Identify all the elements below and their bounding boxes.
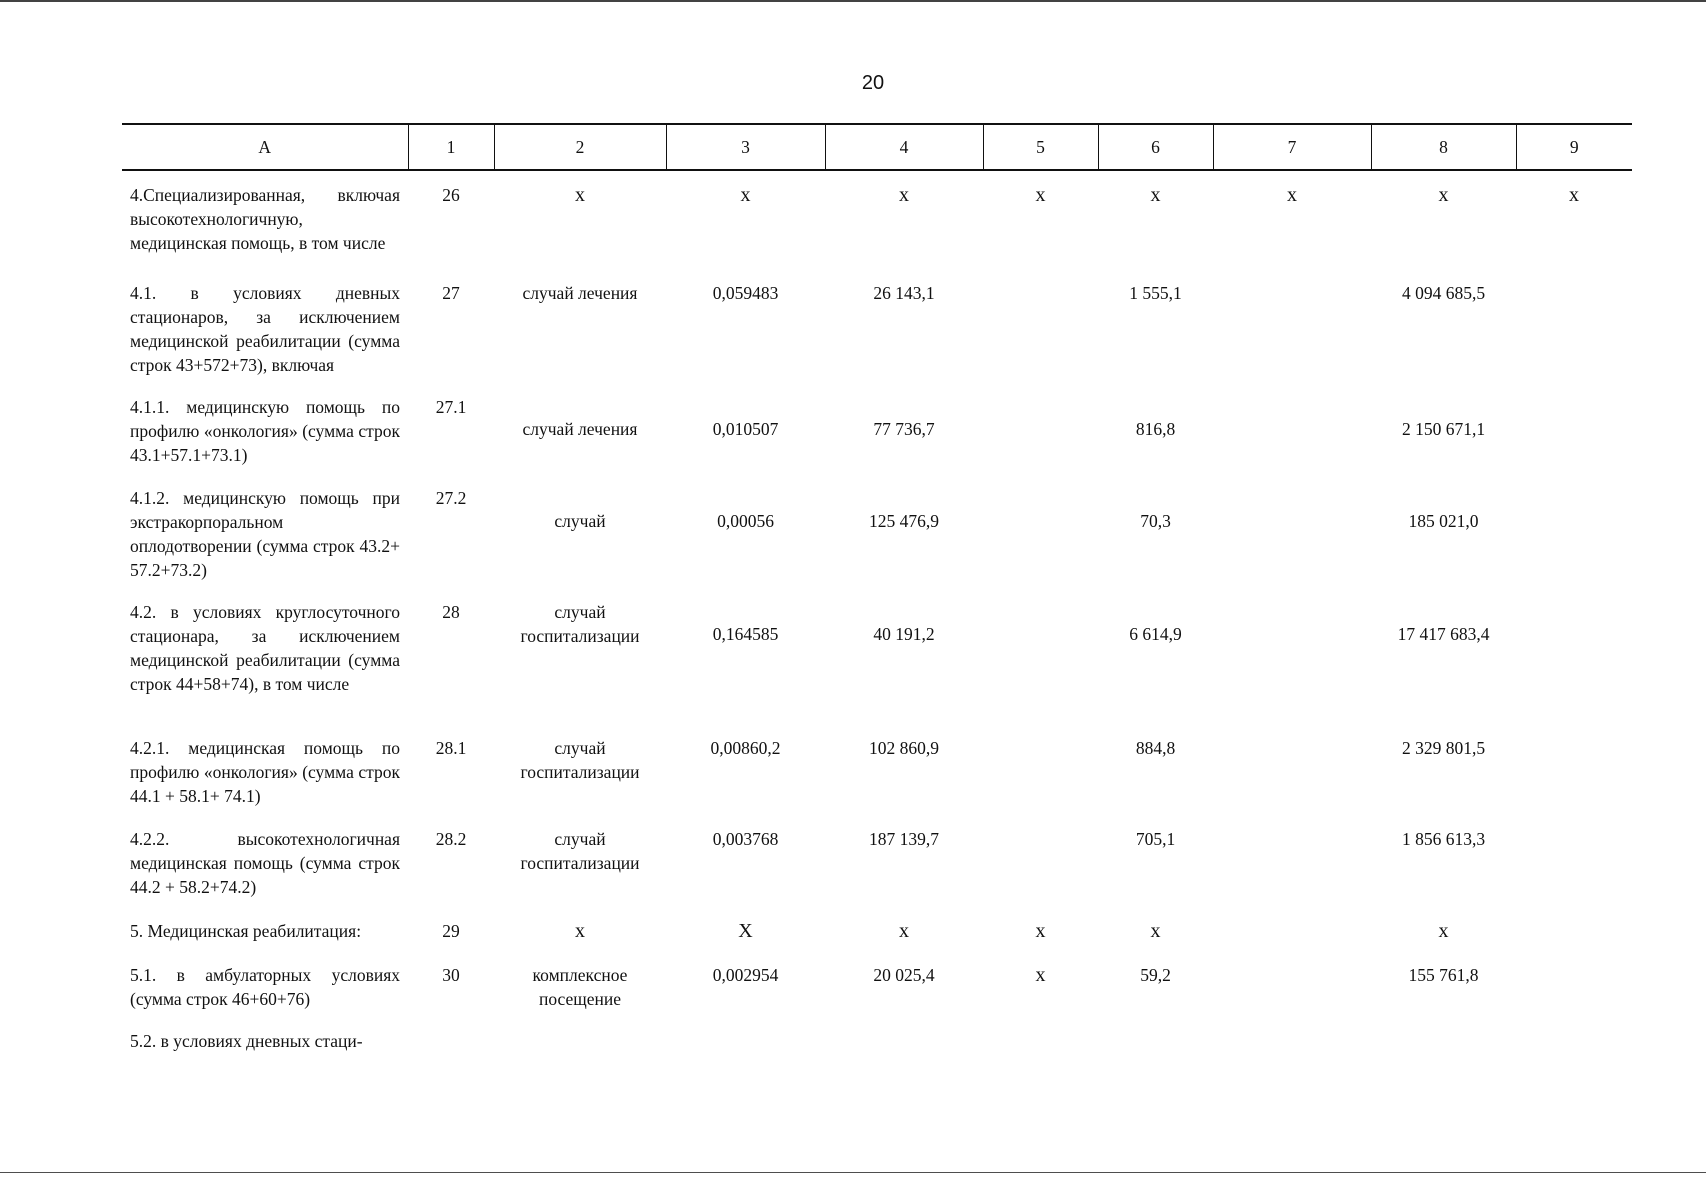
cell-col6: 1 555,1 bbox=[1129, 283, 1182, 303]
cell-col8: 185 021,0 bbox=[1408, 511, 1479, 531]
cell-col8: 1 856 613,3 bbox=[1401, 829, 1486, 849]
cell-unit: случай госпитализации bbox=[520, 829, 640, 873]
table-row bbox=[122, 281, 1632, 395]
table-row bbox=[122, 486, 1632, 600]
row-number: 30 bbox=[442, 965, 460, 985]
cell-col3: х bbox=[740, 184, 751, 206]
cell-col5 bbox=[983, 600, 1098, 736]
column-header: 6 bbox=[1098, 124, 1213, 170]
row-number: 29 bbox=[442, 921, 460, 941]
cell-col5 bbox=[983, 281, 1098, 395]
data-table bbox=[122, 123, 1632, 1059]
cell-col9 bbox=[1516, 736, 1632, 827]
cell-col4: 102 860,9 bbox=[869, 738, 939, 758]
cell-col4 bbox=[825, 1029, 983, 1059]
cell-col6: 816,8 bbox=[1135, 419, 1176, 439]
row-number bbox=[408, 1029, 494, 1059]
scan-edge-bottom bbox=[0, 1172, 1706, 1173]
cell-col4: х bbox=[899, 920, 909, 942]
cell-unit: х bbox=[575, 920, 585, 942]
column-header: 4 bbox=[825, 124, 983, 170]
cell-col6: 884,8 bbox=[1135, 738, 1176, 758]
cell-col3: Х bbox=[738, 920, 753, 942]
cell-col8 bbox=[1371, 1029, 1516, 1059]
cell-col7 bbox=[1213, 827, 1371, 919]
column-header: 1 bbox=[408, 124, 494, 170]
cell-unit: случай лечения bbox=[522, 283, 638, 303]
table-row bbox=[122, 827, 1632, 919]
cell-col7 bbox=[1213, 919, 1371, 963]
cell-col4: 125 476,9 bbox=[869, 511, 939, 531]
cell-col5 bbox=[983, 1029, 1098, 1059]
row-number: 27 bbox=[442, 283, 460, 303]
row-number: 27.2 bbox=[435, 488, 467, 508]
cell-col3: 0,059483 bbox=[712, 283, 779, 303]
cell-unit: случай госпитализации bbox=[520, 602, 640, 646]
cell-col5: х bbox=[1035, 184, 1046, 206]
cell-col6 bbox=[1098, 1029, 1213, 1059]
page-number: 20 bbox=[861, 72, 885, 94]
cell-unit: комплексное посещение bbox=[532, 965, 628, 1009]
cell-col8: 2 329 801,5 bbox=[1401, 738, 1486, 758]
cell-col6: 59,2 bbox=[1140, 965, 1171, 985]
cell-col6: 6 614,9 bbox=[1129, 624, 1182, 644]
cell-col3: 0,00860,2 bbox=[710, 738, 781, 758]
row-number: 28.2 bbox=[435, 829, 467, 849]
cell-col3: 0,003768 bbox=[712, 829, 779, 849]
row-number: 27.1 bbox=[435, 397, 467, 417]
cell-col3: 0,002954 bbox=[712, 965, 779, 985]
column-header: 3 bbox=[666, 124, 825, 170]
cell-unit bbox=[494, 1029, 666, 1059]
cell-col8: 155 761,8 bbox=[1408, 965, 1479, 985]
cell-col7 bbox=[1213, 395, 1371, 486]
table-row bbox=[122, 963, 1632, 1029]
cell-col8: 2 150 671,1 bbox=[1401, 419, 1486, 439]
cell-col6: 705,1 bbox=[1135, 829, 1176, 849]
cell-col4: 77 736,7 bbox=[873, 419, 935, 439]
scan-edge-top bbox=[0, 0, 1706, 2]
cell-col6: 70,3 bbox=[1140, 511, 1171, 531]
cell-col9 bbox=[1516, 281, 1632, 395]
column-header: 2 bbox=[494, 124, 666, 170]
row-description: 4.Специализированная, включая высокотехнологичную, медицинская помощь, в том числе bbox=[130, 185, 400, 253]
cell-unit: случай лечения bbox=[522, 419, 638, 439]
row-description: 5. Медицинская реабилитация: bbox=[130, 921, 362, 941]
cell-col4: 20 025,4 bbox=[873, 965, 935, 985]
column-header: 8 bbox=[1371, 124, 1516, 170]
cell-col5 bbox=[983, 486, 1098, 600]
cell-col4: 187 139,7 bbox=[869, 829, 939, 849]
column-header: 9 bbox=[1516, 124, 1632, 170]
cell-col3: 0,010507 bbox=[712, 419, 779, 439]
cell-col7 bbox=[1213, 736, 1371, 827]
row-description: 4.2. в условиях круглосуточного стационара, за исключением медицинской реабилитации (сумма строк 44+58+74), в том числе bbox=[130, 602, 400, 694]
cell-col9 bbox=[1516, 963, 1632, 1029]
cell-col4: х bbox=[899, 184, 909, 206]
table-header-row bbox=[122, 124, 1632, 170]
row-number: 28 bbox=[442, 602, 460, 622]
cell-unit: х bbox=[575, 184, 585, 206]
cell-col7 bbox=[1213, 963, 1371, 1029]
row-description: 4.1.1. медицинскую помощь по профилю «онкология» (сумма строк 43.1+57.1+73.1) bbox=[130, 397, 400, 465]
row-description: 5.1. в амбулаторных условиях (сумма строк 46+60+76) bbox=[130, 965, 400, 1009]
cell-col7: х bbox=[1287, 184, 1297, 206]
cell-col9: х bbox=[1569, 184, 1579, 206]
cell-col9 bbox=[1516, 919, 1632, 963]
row-description: 4.1. в условиях дневных стационаров, за исключением медицинской реабилитации (сумма строк 43+572+73), включая bbox=[130, 283, 400, 375]
column-header: 7 bbox=[1213, 124, 1371, 170]
cell-col7 bbox=[1213, 281, 1371, 395]
cell-col8: 4 094 685,5 bbox=[1401, 283, 1486, 303]
cell-col7 bbox=[1213, 600, 1371, 736]
table-row bbox=[122, 1029, 1632, 1059]
cell-col9 bbox=[1516, 827, 1632, 919]
cell-col8: 17 417 683,4 bbox=[1397, 624, 1490, 644]
cell-col8: х bbox=[1438, 920, 1449, 942]
cell-unit: случай bbox=[554, 511, 606, 531]
row-description: 4.2.1. медицинская помощь по профилю «онкология» (сумма строк 44.1 + 58.1+ 74.1) bbox=[130, 738, 400, 806]
row-description: 4.2.2. высокотехнологичная медицинская помощь (сумма строк 44.2 + 58.2+74.2) bbox=[130, 829, 400, 897]
table-row bbox=[122, 919, 1632, 963]
cell-col9 bbox=[1516, 1029, 1632, 1059]
cell-col3 bbox=[666, 1029, 825, 1059]
cell-col5: х bbox=[1035, 964, 1046, 986]
cell-col3: 0,164585 bbox=[712, 624, 779, 644]
table-row bbox=[122, 600, 1632, 736]
row-description: 4.1.2. медицинскую помощь при экстракорпоральном оплодотворении (сумма строк 43.2+ 57.2+73.2) bbox=[130, 488, 400, 580]
cell-col4: 26 143,1 bbox=[873, 283, 935, 303]
cell-col6: х bbox=[1150, 920, 1161, 942]
cell-col5: х bbox=[1035, 920, 1046, 942]
cell-col8: х bbox=[1438, 184, 1449, 206]
table-row bbox=[122, 395, 1632, 486]
table-row bbox=[122, 170, 1632, 281]
cell-col4: 40 191,2 bbox=[873, 624, 935, 644]
cell-col9 bbox=[1516, 600, 1632, 736]
cell-col6: х bbox=[1150, 184, 1161, 206]
column-header: А bbox=[122, 124, 408, 170]
cell-unit: случай госпитализации bbox=[520, 738, 640, 782]
cell-col7 bbox=[1213, 1029, 1371, 1059]
table-row bbox=[122, 736, 1632, 827]
cell-col5 bbox=[983, 827, 1098, 919]
cell-col7 bbox=[1213, 486, 1371, 600]
row-description: 5.2. в условиях дневных стаци- bbox=[130, 1031, 363, 1051]
column-header: 5 bbox=[983, 124, 1098, 170]
cell-col9 bbox=[1516, 486, 1632, 600]
cell-col3: 0,00056 bbox=[717, 511, 774, 531]
row-number: 28.1 bbox=[435, 738, 467, 758]
row-number: 26 bbox=[442, 185, 460, 205]
cell-col5 bbox=[983, 736, 1098, 827]
cell-col5 bbox=[983, 395, 1098, 486]
cell-col9 bbox=[1516, 395, 1632, 486]
